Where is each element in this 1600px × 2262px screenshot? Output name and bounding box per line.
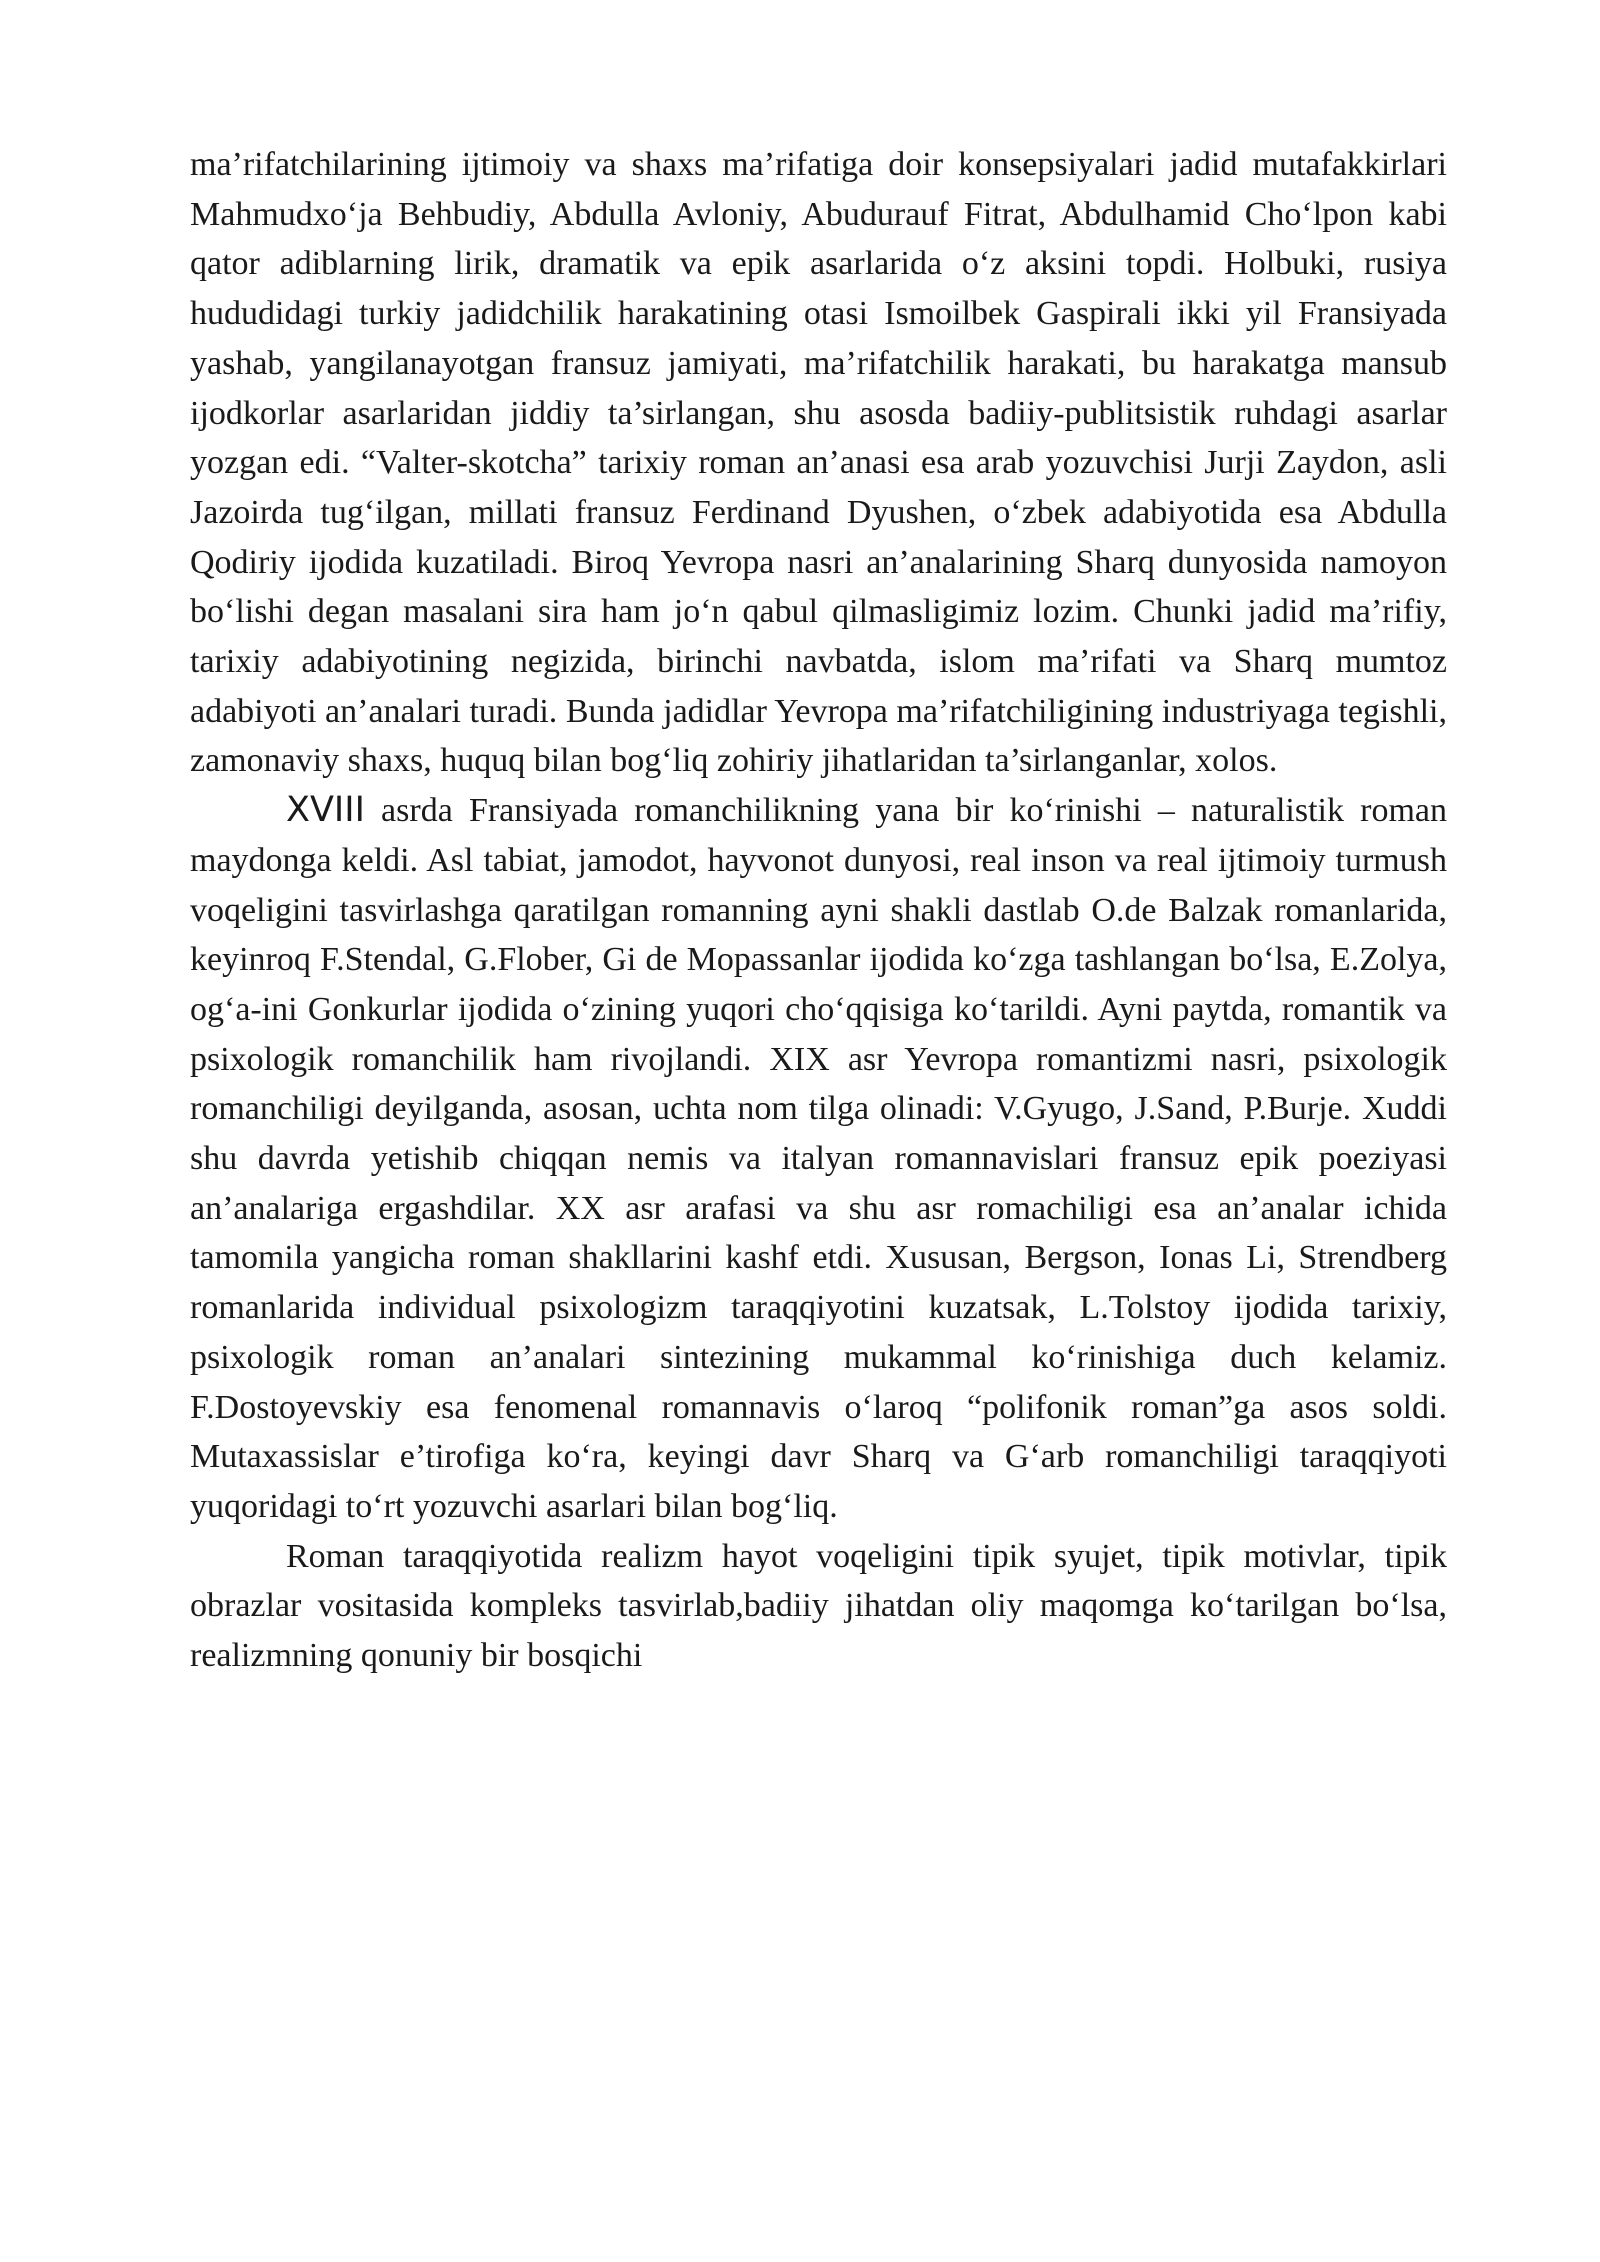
paragraph-text: asrda Fransiyada romanchilikning yana bir ko‘rinishi – naturalistik roman maydonga keldi. Asl tabiat, jamodot, hayvonot dunyosi, real inson va real ijtimoiy turmush voqeligini tasvirlashga qaratilgan romanning ayni shakli dastlab O.de Balzak romanlarida, keyinroq F.Stendal, G.Flober, Gi de Mopassanlar ijodida ko‘zga tashlangan bo‘lsa, E.Zolya, og‘a-ini Gonkurlar ijodida o‘zining yuqori cho‘qqisiga ko‘tarildi. Ayni paytda, romantik va psixologik romanchilik ham rivojlandi. XIX asr Yevropa romantizmi nasri, psixologik romanchiligi deyilganda, asosan, uchta nom tilga olinadi: V.Gyugo, J.Sand, P.Burje. Xuddi shu davrda yetishib chiqqan nemis va italyan romannavislari fransuz epik poeziyasi an’analariga ergashdilar. XX asr arafasi va shu asr romachiligi esa an’analar ichida tamomila yangicha roman shakllarini kashf etdi. Xususan, Bergson, Ionas Li, Strendberg romanlarida individual psixologizm taraqqiyotini kuzatsak, L.Tolstoy ijodida tarixiy, psixologik roman an’analari sintezining mukammal ko‘rinishiga duch kelamiz. F.Dostoyevskiy esa fenomenal romannavis o‘laroq “polifonik roman”ga asos soldi. Mutaxassislar e’tirofiga ko‘ra, keyingi davr Sharq va G‘arb romanchiligi taraqqiyoti yuqoridagi to‘rt yozuvchi asarlari bilan bog‘liq.	[190, 792, 1447, 1525]
paragraph-jadid-enlightenment: ma’rifatchilarining ijtimoiy va shaxs ma’rifatiga doir konsepsiyalari jadid mutafakkirlari Mahmudxo‘ja Behbudiy, Abdulla Avloniy, Abudurauf Fitrat, Abdulhamid Cho‘lpon kabi qator adiblarning lirik, dramatik va epik asarlarida o‘z aksini topdi. Holbuki, rusiya hududidagi turkiy jadidchilik harakatining otasi Ismoilbek Gaspirali ikki yil Fransiyada yashab, yangilanayotgan fransuz jamiyati, ma’rifatchilik harakati, bu harakatga mansub ijodkorlar asarlaridan jiddiy ta’sirlangan, shu asosda badiiy-publitsistik ruhdagi asarlar yozgan edi. “Valter-skotcha” tarixiy roman an’anasi esa arab yozuvchisi Jurji Zaydon, asli Jazoirda tug‘ilgan, millati fransuz Ferdinand Dyushen, o‘zbek adabiyotida esa Abdulla Qodiriy ijodida kuzatiladi. Biroq Yevropa nasri an’analarining Sharq dunyosida namoyon bo‘lishi degan masalani sira ham jo‘n qabul qilmasligimiz lozim. Chunki jadid ma’rifiy, tarixiy adabiyotining negizida, birinchi navbatda, islom ma’rifati va Sharq mumtoz adabiyoti an’analari turadi. Bunda jadidlar Yevropa ma’rifatchiligining industriyaga tegishli, zamonaviy shaxs, huquq bilan bog‘liq zohiriy jihatlaridan ta’sirlanganlar, xolos.	[190, 146, 1447, 780]
century-numeral: XVIII	[286, 790, 365, 831]
paragraph-french-naturalist-novel	[190, 786, 1447, 1532]
paragraph-realism: Roman taraqqiyotida realizm hayot voqeligini tipik syujet, tipik motivlar, tipik obrazlar vositasida kompleks tasvirlab,badiiy jihatdan oliy maqomga ko‘tarilgan bo‘lsa, realizmning qonuniy bir bosqichi	[190, 1537, 1447, 1675]
document-body	[190, 140, 1447, 1681]
